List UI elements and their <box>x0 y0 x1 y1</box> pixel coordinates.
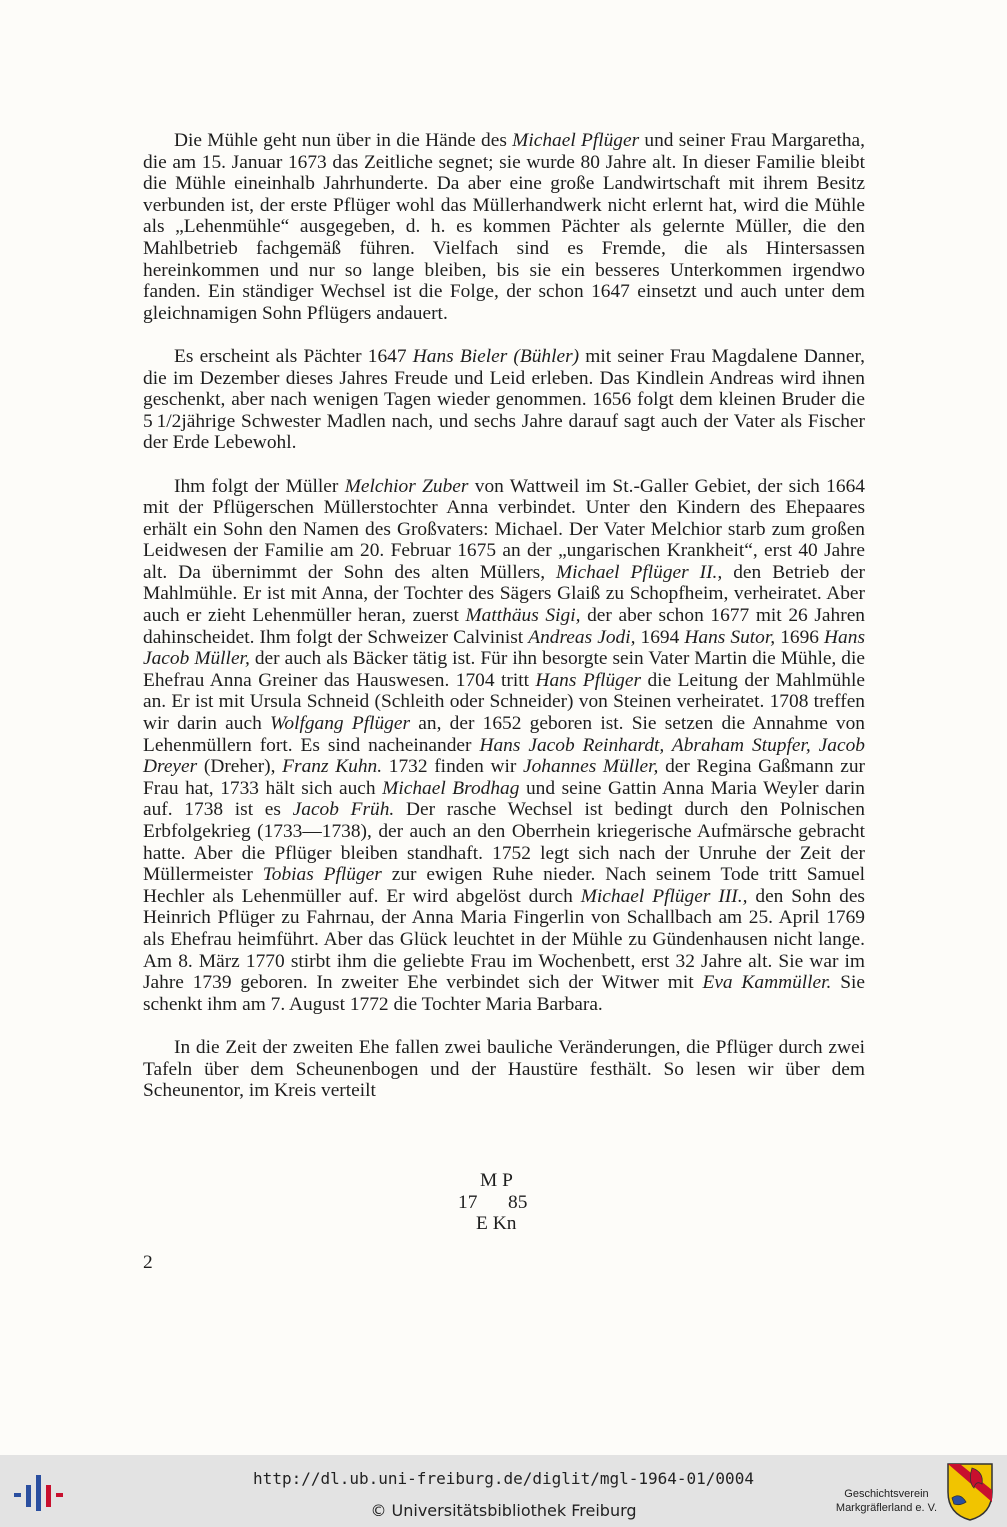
text-run: der Regina Gaßmann zur Frau hat, 1733 hält sich auch <box>143 756 865 799</box>
text-run: der auch als Bäcker tätig ist. Für ihn besorgte sein Vater Martin die Mühle, die Ehefrau Anna Greiner das Hauswesen. 1704 tritt <box>143 648 865 691</box>
text-run: Der rasche Wechsel ist bedingt durch den Polnischen Erbfolgekrieg (1733—1738), der auch an den Oberrhein kriegerische Aufmärsche gebracht hatte. Aber die Pflüger bleiben standhaft. 1752 legt sich nach der Unruhe der Zeit der Müllermeister <box>143 799 865 886</box>
italic-name: Jacob Früh. <box>292 799 395 821</box>
text-run: 1732 finden wir <box>382 756 523 778</box>
italic-name: Melchior Zuber <box>344 475 469 497</box>
inscription-bottom: E Kn <box>476 1213 517 1235</box>
italic-name: Matthäus Sigi, <box>465 605 581 627</box>
italic-name: Tobias Pflüger <box>262 864 382 886</box>
italic-name: Michael Pflüger III., <box>580 885 748 907</box>
paragraph <box>143 346 865 454</box>
text-run: an, der 1652 geboren ist. Sie setzen die Annahme von Lehenmüllern fort. Es sind nacheinander <box>143 713 865 756</box>
italic-name: Hans Jacob Müller, <box>143 626 865 670</box>
copyright-notice: © Universitätsbibliothek Freiburg <box>370 1501 637 1520</box>
paragraph <box>143 1037 865 1102</box>
text-run: zur ewigen Ruhe nieder. Nach seinem Tode tritt Samuel Hechler als Lehenmüller auf. Er wird abgelöst durch <box>143 864 865 907</box>
text-run: von Wattweil im St.-Galler Gebiet, der sich 1664 mit der Pflügerschen Müllerstochter Anna verbindet. Unter den Kindern des Ehepaares erhält ein Sohn den Namen des Großvaters: Michael. Der Vater Melchior starb zum großen Leidwesen der Familie am 20. Februar 1675 an der „ungarischen Krankheit“, erst 40 Jahre alt. Da übernimmt der Sohn des alten Müllers, <box>143 475 865 583</box>
italic-name: Eva Kammüller. <box>702 972 832 994</box>
text-run: Sie schenkt ihm am 7. August 1772 die Tochter Maria Barbara. <box>143 972 865 1015</box>
italic-name: Franz Kuhn. <box>282 756 383 778</box>
italic-name: Johannes Müller, <box>523 756 659 778</box>
society-line1: Geschichtsverein <box>844 1488 929 1500</box>
text-run: der aber schon 1677 mit 26 Jahren dahinscheidet. Ihm folgt der Schweizer Calvinist <box>143 605 865 648</box>
text-run: den Betrieb der Mahlmühle. Er ist mit Anna, der Tochter des Sägers Glaiß zu Schopfheim, verheiratet. Aber auch er zieht Lehenmüller heran, zuerst <box>143 561 866 627</box>
document-url[interactable]: http://dl.ub.uni-freiburg.de/diglit/mgl-1964-01/0004 <box>253 1469 754 1488</box>
inscription <box>440 1170 570 1235</box>
inscription-top: M P <box>480 1170 513 1191</box>
text-run: 1694 <box>635 626 685 648</box>
text-run: den Sohn des Heinrich Pflüger zu Fahrnau, der Anna Maria Fingerlin von Schallbach am 25. April 1769 als Ehefrau heimführt. Aber das Glück leuchtet in der Mühle zu Gündenhausen nicht lange. Am 8. März 1770 stirbt ihm die geliebte Frau im Wochenbett, erst 32 Jahre alt. Sie war im Jahre 1739 geboren. In zweiter Ehe verbindet sich der Witwer mit <box>143 885 865 994</box>
italic-name: Andreas Jodi, <box>528 626 636 648</box>
text-run: mit seiner Frau Magdalene Danner, die im Dezember dieses Jahres Freude und Leid erleben. Das Kindlein Andreas wird ihnen geschenkt, aber nach wenigen Tagen wieder genommen. 1656 folgt dem kleinen Bruder die 5 1/2jährige Schwester Madlen nach, und sechs Jahre darauf sagt auch der Vater als Fischer der Erde Lebewohl. <box>143 345 865 454</box>
italic-name: Michael Brodhag <box>382 777 520 799</box>
text-run: 1696 <box>775 626 825 648</box>
italic-name: Wolfgang Pflüger <box>270 713 411 735</box>
text-run: die Leitung der Mahlmühle an. Er ist mit Ursula Schneid (Schleith oder Schneider) von Steinen verheiratet. 1708 treffen wir darin auch <box>143 669 865 735</box>
text-run: Es erscheint als Pächter 1647 <box>174 345 413 367</box>
text-run: Ihm folgt der Müller <box>174 475 345 497</box>
text-run: und seiner Frau Margaretha, die am 15. Januar 1673 das Zeitliche segnet; sie wurde 80 Jahre alt. In dieser Familie bleibt die Mühle eineinhalb Jahrhunderte. Da aber eine große Landwirtschaft mit ihrem Besitz verbunden ist, der erste Pflüger wohl das Müllerhandwerk nicht erlernt hat, wird die Mühle als „Lehenmühle“ ausgegeben, d. h. es kommen Pächter als gelernte Müller, die den Mahlbetrieb fachgemäß führen. Vielfach sind es Fremde, die als Hintersassen hereinkommen und nur so lange bleiben, bis sie ein besseres Unterkommen irgendwo fanden. Ein ständiger Wechsel ist die Folge, der schon 1647 einsetzt und auch unter dem gleichnamigen Sohn Pflügers andauert. <box>143 130 865 324</box>
inscription-left: 17 <box>458 1191 478 1213</box>
coat-of-arms-icon <box>946 1462 994 1522</box>
page-number: 2 <box>143 1252 153 1273</box>
italic-name: Michael Pflüger <box>512 130 640 151</box>
text-run: In die Zeit der zweiten Ehe fallen zwei bauliche Veränderungen, die Pflüger durch zwei Tafeln über dem Scheunenbogen und der Haustüre festhält. So lesen wir über dem Scheunentor, im Kreis verteilt <box>143 1036 865 1102</box>
italic-name: Hans Jacob Reinhardt, Abraham Stupfer, Jacob Dreyer <box>143 734 865 778</box>
italic-name: Hans Pflüger <box>535 669 642 691</box>
inscription-right: 85 <box>508 1191 528 1213</box>
italic-name: Michael Pflüger II., <box>556 561 723 583</box>
italic-name: Hans Bieler (Bühler) <box>412 345 580 367</box>
body-text <box>143 130 865 1102</box>
text-run: und seine Gattin Anna Maria Weyler darin auf. 1738 ist es <box>143 777 865 821</box>
society-name <box>836 1487 937 1515</box>
text-run: (Dreher), <box>197 756 283 778</box>
text-run: Die Mühle geht nun über in die Hände des <box>174 130 513 151</box>
society-line2: Markgräflerland e. V. <box>835 1502 937 1514</box>
viewer-footer <box>0 1455 1007 1527</box>
italic-name: Hans Sutor, <box>684 626 776 648</box>
paragraph <box>143 476 865 1016</box>
paragraph <box>143 130 865 324</box>
